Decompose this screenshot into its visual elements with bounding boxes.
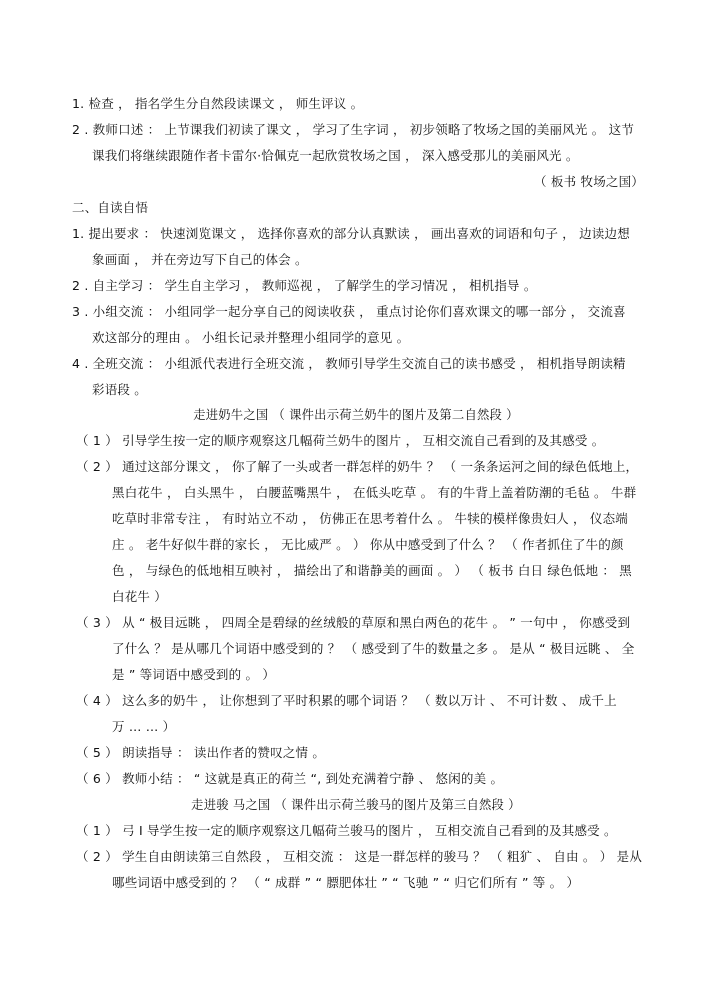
cows-paragraph-2-line6: 白花牛 ） [112,589,167,604]
cows-paragraph-2-line1: （ 2 ） 通过这部分课文 ， 你了解了一头或者一群怎样的奶牛 ？ （ 一条条运河之间的绿色低地上， [76,459,639,474]
section2-item4-line1: 4 . 全班交流 ： 小组派代表进行全班交流 ， 教师引导学生交流自己的读书感受 ， 相机指导朗读精 [72,356,626,371]
cows-paragraph-3-line3: 是 ” 等词语中感受到的 。 ） [112,667,276,682]
cows-paragraph-3-line1: （ 3 ） 从 “ 极目远眺 ， 四周全是碧绿的丝绒般的草原和黑白两色的花牛 。 ” 一句中 ， 你感受到 [76,615,631,630]
cows-paragraph-6: （ 6 ） 教师小结 ： “ 这就是真正的荷兰 “, 到处充满着宁静 、 悠闲的美 。 [76,771,504,786]
section2-item2: 2 . 自主学习 ： 学生自主学习 ， 教师巡视 ， 了解学生的学习情况 ， 相机指导 。 [72,278,537,293]
section2-heading: 二、自读自悟 [72,200,149,215]
cows-paragraph-2-line4: 庄 。 老牛好似牛群的家长 ， 无比威严 。 ） 你从中感受到了什么 ？ （ 作者抓住了牛的颜 [112,537,624,552]
cows-paragraph-5: （ 5 ） 朗读指导 ： 读出作者的赞叹之情 。 [76,745,326,760]
horses-paragraph-2-line1: （ 2 ） 学生自由朗读第三自然段 ， 互相交流 ： 这是一群怎样的骏马 ？ （ 粗犷 、 自由 。 ） 是从 [76,849,643,864]
cows-paragraph-4-line2: 万 … … ） [112,719,176,734]
section1-item2-line2: 课我们将继续跟随作者卡雷尔·恰佩克一起欣赏牧场之国 ， 深入感受那儿的美丽风光 。 [92,148,579,163]
section2-item1-line1: 1. 提出要求 ： 快速浏览课文 ， 选择你喜欢的部分认真默读 ， 画出喜欢的词语和句子 ， 边读边想 [72,226,630,241]
cows-paragraph-4-line1: （ 4 ） 这么多的奶牛 ， 让你想到了平时积累的哪个词语 ？ （ 数以万计 、 不可计数 、 成千上 [76,693,617,708]
section2-item3-line2: 欢这部分的理由 。 小组长记录并整理小组同学的意见 。 [92,330,410,345]
cows-paragraph-3-line2: 了什么 ？ 是从哪几个词语中感受到的 ？ （ 感受到了牛的数量之多 。 是从 “ 极目远眺 、 全 [112,641,635,656]
horses-section-title: 走进骏 马之国 （ 课件出示荷兰骏马的图片及第三自然段 ） [191,797,521,812]
cows-paragraph-2-line2: 黑白花牛 ， 白头黑牛 ， 白腰蓝嘴黑牛 ， 在低头吃草 。 有的牛背上盖着防潮的毛毡 。 牛群 [112,485,637,500]
horses-paragraph-1: （ 1 ） 弓 I 导学生按一定的顺序观察这几幅荷兰骏马的图片 ， 互相交流自己看到的及其感受 。 [76,823,617,838]
section1-item2-line1: 2 . 教师口述 ： 上节课我们初读了课文 ， 学习了生字词 ， 初步领略了牧场之国的美丽风光 。 这节 [72,122,635,137]
cows-section-title: 走进奶牛之国 （ 课件出示荷兰奶牛的图片及第二自然段 ） [193,407,519,422]
horses-paragraph-2-line2: 哪些词语中感受到的 ？ （ “ 成群 ” “ 膘肥体壮 ” “ 飞驰 ” “ 归它们所有 ” 等 。 ） [112,875,580,890]
cows-paragraph-2-line5: 色 ， 与绿色的低地相互映衬 ， 描绘出了和谐静美的画面 。 ） （ 板书 白日 绿色低地 ： 黑 [112,563,632,578]
section1-item1: 1. 检查 ， 指名学生分自然段读课文 ， 师生评议 。 [72,96,364,111]
board-note: （ 板书 牧场之国） [534,174,644,189]
section2-item3-line1: 3 . 小组交流 ： 小组同学一起分享自己的阅读收获 ， 重点讨论你们喜欢课文的哪一部分 ， 交流喜 [72,304,626,319]
section2-item4-line2: 彩语段 。 [92,382,147,397]
cows-paragraph-2-line3: 吃草时非常专注 ， 有时站立不动 ， 仿佛正在思考着什么 。 牛犊的模样像贵妇人 ， 仪态端 [112,511,628,526]
cows-paragraph-1: （ 1 ） 引导学生按一定的顺序观察这几幅荷兰奶牛的图片 ， 互相交流自己看到的及其感受 。 [76,433,605,448]
section2-item1-line2: 象画面 ， 并在旁边写下自己的体会 。 [92,252,308,267]
